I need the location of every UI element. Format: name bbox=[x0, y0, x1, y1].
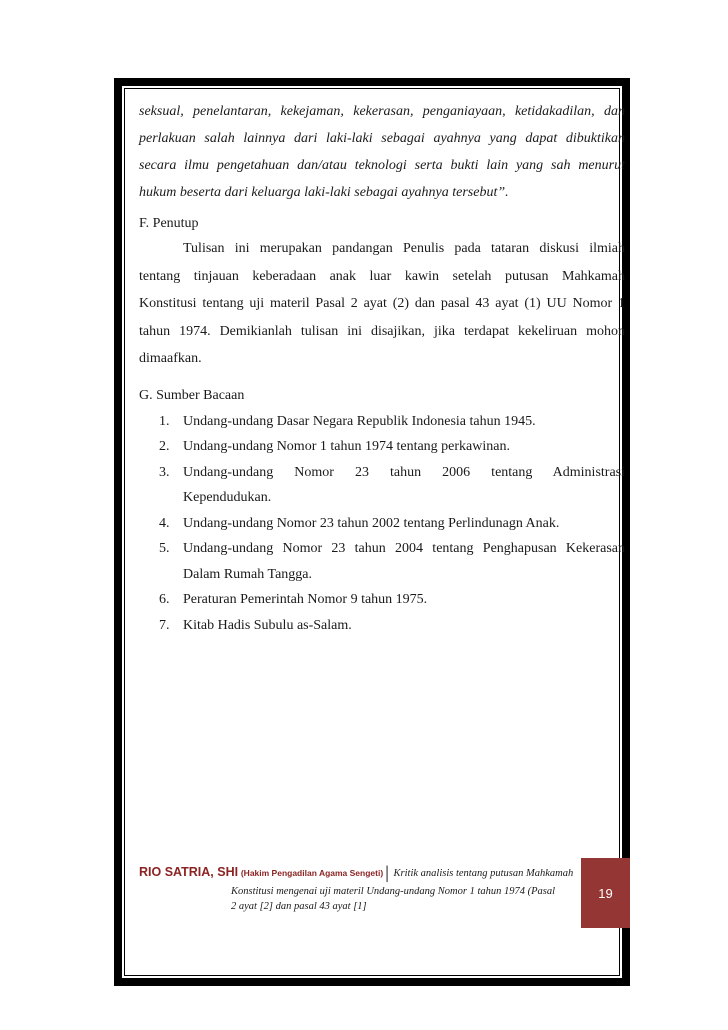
reference-text: Dalam Rumah Tangga. bbox=[183, 566, 313, 582]
reference-item bbox=[139, 511, 625, 537]
footer-author: RIO SATRIA, SHI bbox=[139, 865, 239, 879]
section-f-heading: F. Penutup bbox=[139, 216, 199, 231]
reference-number: 5. bbox=[159, 541, 170, 556]
reference-text: Kitab Hadis Subulu as-Salam. bbox=[183, 617, 352, 633]
reference-item bbox=[139, 434, 625, 460]
reference-text: Undang-undang Dasar Negara Republik Indonesia tahun 1945. bbox=[183, 413, 536, 429]
footer-title-line: Konstitusi mengenai uji materil Undang-undang Nomor 1 tahun 1974 (Pasal bbox=[231, 886, 556, 897]
quote-line: secara ilmu pengetahuan dan/atau teknologi serta bukti lain yang sah menurut bbox=[139, 158, 625, 173]
reference-text: Undang-undang Nomor 23 tahun 2006 tentang Administrasi bbox=[183, 464, 625, 480]
page-footer bbox=[139, 862, 579, 915]
reference-item bbox=[139, 613, 625, 639]
footer-role: (Hakim Pengadilan Agama Sengeti) bbox=[240, 868, 384, 878]
quote-line: perlakuan salah lainnya dari laki-laki sebagai ayahnya yang dapat dibuktikan bbox=[139, 131, 625, 146]
footer-separator: | bbox=[385, 862, 389, 882]
paragraph-line: Konstitusi tentang uji materil Pasal 2 ayat (2) dan pasal 43 ayat (1) UU Nomor 1 bbox=[139, 296, 625, 311]
reference-text: Kependudukan. bbox=[183, 490, 272, 505]
reference-text: Undang-undang Nomor 23 tahun 2004 tentang Penghapusan Kekerasan bbox=[183, 541, 625, 556]
reference-item bbox=[139, 409, 625, 435]
reference-item bbox=[139, 536, 625, 587]
page-content bbox=[139, 98, 625, 638]
quote-line: hukum beserta dari keluarga laki-laki sebagai ayahnya tersebut”. bbox=[139, 185, 509, 200]
reference-item bbox=[139, 587, 625, 613]
footer-title-line: 2 ayat [2] dan pasal 43 ayat [1] bbox=[231, 901, 367, 912]
paragraph-line: dimaafkan. bbox=[139, 351, 202, 366]
footer-title-line: Kritik analisis tentang putusan Mahkamah bbox=[393, 868, 574, 879]
quote-line: seksual, penelantaran, kekejaman, kekerasan, penganiayaan, ketidakadilan, dan bbox=[139, 104, 625, 119]
paragraph-line: Tulisan ini merupakan pandangan Penulis pada tataran diskusi ilmiah bbox=[183, 241, 625, 256]
quoted-paragraph bbox=[139, 98, 625, 206]
reference-list bbox=[139, 409, 625, 639]
section-g-heading: G. Sumber Bacaan bbox=[139, 387, 245, 403]
section-f-paragraph bbox=[139, 235, 625, 373]
reference-number: 1. bbox=[159, 413, 170, 429]
reference-number: 7. bbox=[159, 617, 170, 633]
reference-number: 4. bbox=[159, 515, 170, 531]
reference-number: 6. bbox=[159, 592, 170, 607]
page-number: 19 bbox=[598, 885, 613, 901]
reference-number: 2. bbox=[159, 439, 170, 454]
paragraph-line: tahun 1974. Demikianlah tulisan ini disajikan, jika terdapat kekeliruan mohon bbox=[139, 323, 625, 339]
reference-text: Undang-undang Nomor 23 tahun 2002 tentang Perlindunagn Anak. bbox=[183, 515, 560, 531]
page-number-badge bbox=[581, 858, 630, 928]
paragraph-line: tentang tinjauan keberadaan anak luar kawin setelah putusan Mahkamah bbox=[139, 268, 625, 284]
reference-text: Undang-undang Nomor 1 tahun 1974 tentang perkawinan. bbox=[183, 439, 510, 454]
reference-text: Peraturan Pemerintah Nomor 9 tahun 1975. bbox=[183, 592, 428, 607]
reference-item bbox=[139, 460, 625, 511]
reference-number: 3. bbox=[159, 464, 170, 480]
